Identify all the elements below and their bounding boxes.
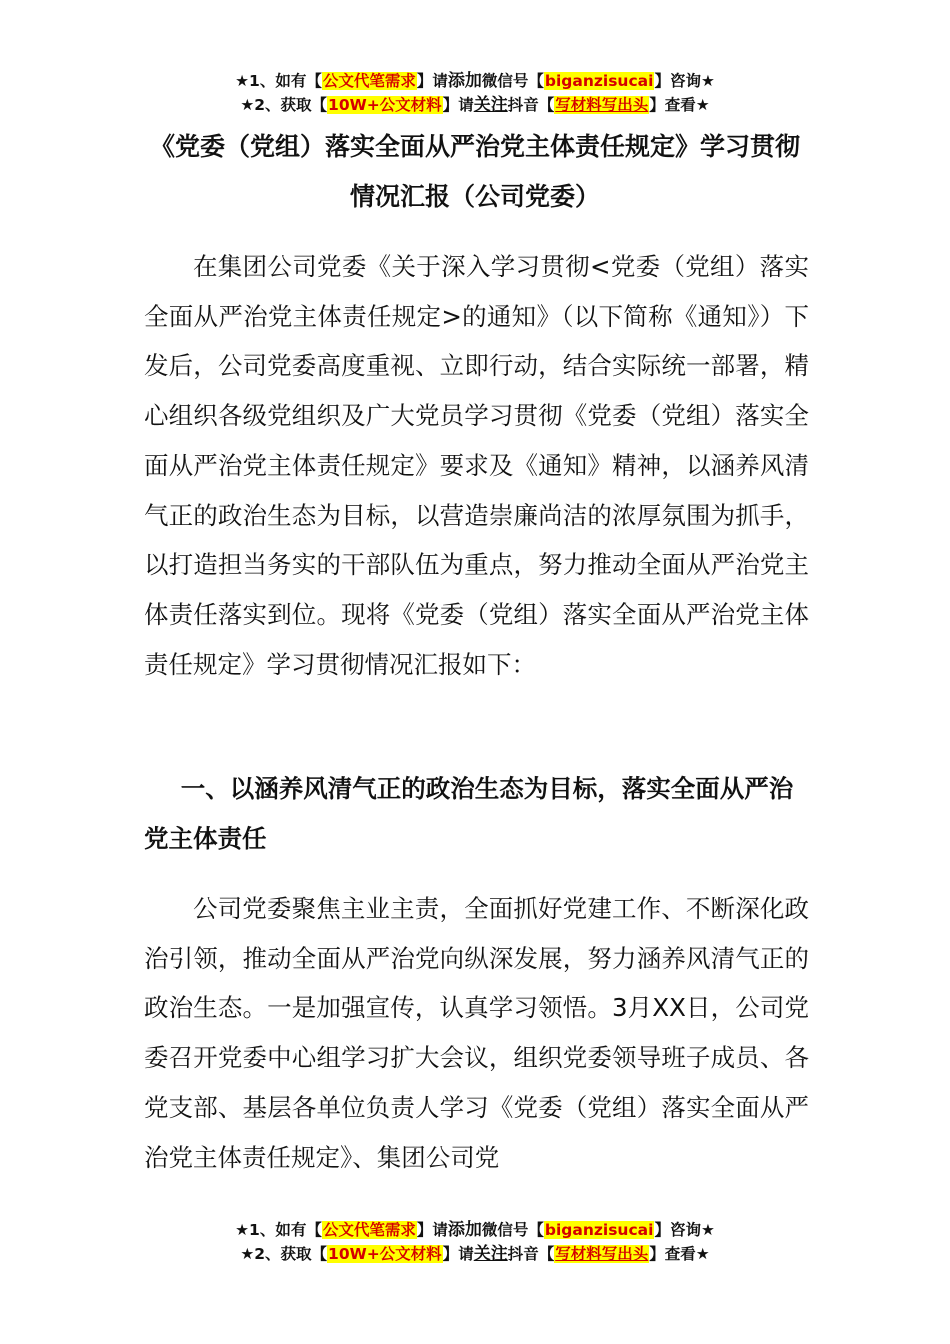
promo-text: 微信号【	[481, 72, 544, 90]
promo-highlight-douyin-account: 写材料写出头	[555, 1245, 649, 1263]
promo-text: ★2、获取【	[240, 1245, 328, 1263]
promo-highlight-writing-service: 公文代笔需求	[322, 1221, 416, 1239]
promo-highlight-materials: 10W+公文材料	[328, 96, 442, 114]
section-1-paragraph: 公司党委聚焦主业主责，全面抓好党建工作、不断深化政治引领，推动全面从严治党向纵深发展，努力涵养风清气正的政治生态。一是加强宣传，认真学习领悟。3月XX日，公司党委召开党委中心组学习扩大会议，组织党委领导班子成员、各党支部、基层各单位负责人学习《党委（党组）落实全面从严治党主体责任规定》、集团公司党	[144, 894, 809, 1172]
promo-text: 】请	[416, 72, 448, 90]
promo-highlight-wechat-id: biganzisucai	[544, 1221, 654, 1239]
promo-text: 】咨询★	[654, 1221, 715, 1239]
promo-banner-bottom	[0, 1218, 950, 1266]
promo-text-follow: 关注	[473, 95, 508, 115]
promo-text: 抖音【	[507, 96, 555, 114]
promo-highlight-wechat-id: biganzisucai	[544, 72, 654, 90]
promo-highlight-douyin-account: 写材料写出头	[555, 96, 649, 114]
promo-text: 】请	[416, 1221, 448, 1239]
document-title: 《党委（党组）落实全面从严治党主体责任规定》学习贯彻情况汇报（公司党委）	[149, 132, 800, 211]
section-1-heading: 一、以涵养风清气正的政治生态为目标，落实全面从严治党主体责任	[144, 774, 794, 853]
promo-line-2	[0, 93, 950, 117]
promo-text: 】查看★	[649, 96, 710, 114]
promo-text: ★1、如有【	[235, 1221, 322, 1239]
promo-text: 】查看★	[649, 1245, 710, 1263]
promo-text-follow: 关注	[473, 1244, 508, 1264]
promo-text: 】咨询★	[654, 72, 715, 90]
promo-line-2	[0, 1242, 950, 1266]
promo-text: 微信号【	[481, 1221, 544, 1239]
promo-highlight-materials: 10W+公文材料	[328, 1245, 442, 1263]
promo-highlight-writing-service: 公文代笔需求	[322, 72, 416, 90]
promo-text: ★1、如有【	[235, 72, 322, 90]
promo-text: ★2、获取【	[240, 96, 328, 114]
intro-paragraph: 在集团公司党委《关于深入学习贯彻<党委（党组）落实全面从严治党主体责任规定>的通知》（以下简称《通知》）下发后，公司党委高度重视、立即行动，结合实际统一部署，精心组织各级党组织及广大党员学习贯彻《党委（党组）落实全面从严治党主体责任规定》要求及《通知》精神，以涵养风清气正的政治生态为目标，以营造崇廉尚洁的浓厚氛围为抓手，以打造担当务实的干部队伍为重点，努力推动全面从严治党主体责任落实到位。现将《党委（党组）落实全面从严治党主体责任规定》学习贯彻情况汇报如下：	[144, 252, 809, 679]
promo-text-add: 添加	[447, 1220, 482, 1240]
promo-banner-top	[0, 69, 950, 117]
promo-text: 】请	[442, 96, 474, 114]
promo-text: 】请	[442, 1245, 474, 1263]
promo-line-1	[0, 69, 950, 93]
promo-text: 抖音【	[507, 1245, 555, 1263]
promo-text-add: 添加	[447, 71, 482, 91]
promo-line-1	[0, 1218, 950, 1242]
